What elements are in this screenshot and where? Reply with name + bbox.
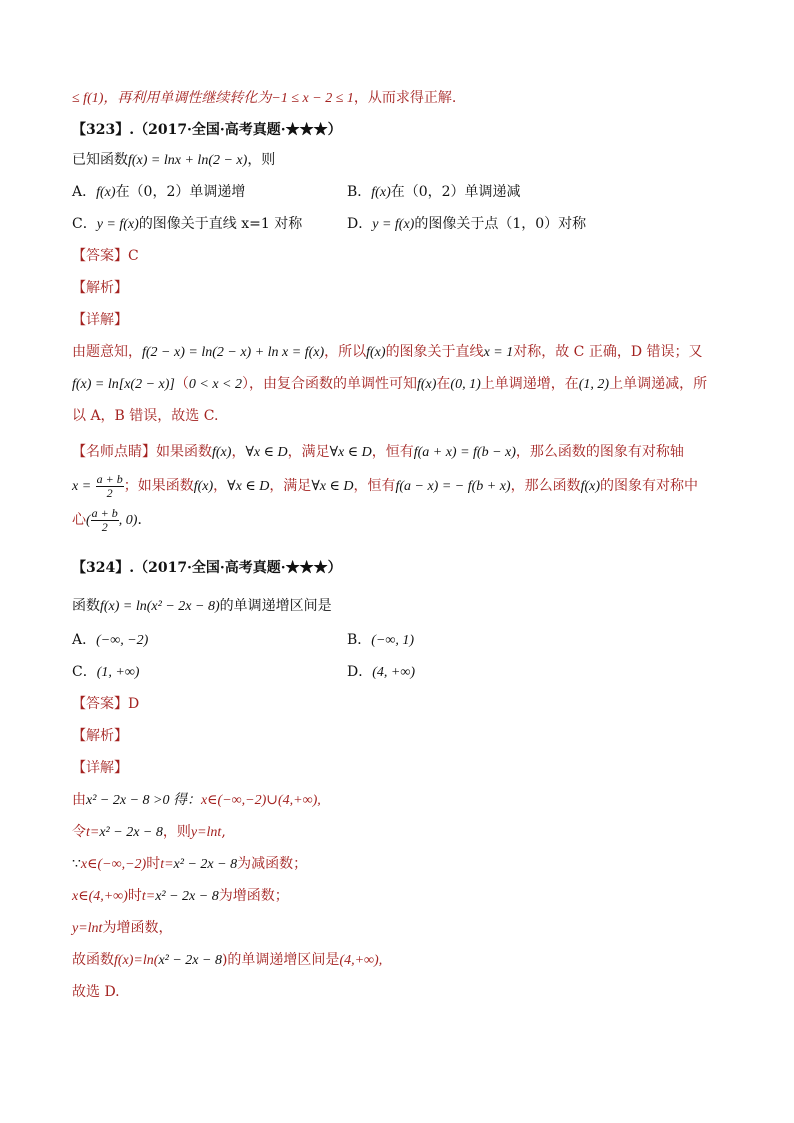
q324-option-b	[347, 630, 414, 651]
option-c-text: 的图像关于直线 x=1 对称	[138, 216, 303, 232]
option-a-label: A．	[72, 184, 97, 200]
step-math: y=lnt	[72, 921, 103, 936]
step-text: 为增函数；	[218, 888, 289, 904]
detail-math: (0, 1)	[450, 377, 481, 392]
tip-math: ∀x ∈ D	[311, 479, 354, 494]
option-c-math: (1, +∞)	[96, 665, 140, 680]
q323-detail-label: 【详解】	[72, 312, 128, 328]
option-c-label: C．	[72, 216, 97, 232]
step-math: x∈(−∞,−2)∪(4,+∞),	[200, 793, 321, 808]
step-text: 为增函数，	[102, 920, 173, 936]
detail-math: f(x) = ln[x(2 − x)]	[72, 377, 175, 392]
tip-math: ∀x ∈ D	[245, 445, 288, 460]
detail-text: ），由复合函数的单调性可知	[241, 376, 417, 392]
step-text: 时	[146, 856, 161, 872]
tip-math: f(x)	[193, 479, 214, 494]
q323-tip-line-1	[72, 442, 684, 463]
fraction-a-plus-b-over-2	[91, 507, 119, 534]
q323-detail-line-2	[72, 374, 707, 395]
tip-math: ∀x ∈ D	[227, 479, 270, 494]
tip-text: ，恒有	[353, 478, 396, 494]
q324-answer	[72, 694, 139, 714]
q323-answer	[72, 246, 139, 266]
q324-detail-label: 【详解】	[72, 760, 128, 776]
detail-text: 由题意知，	[72, 344, 142, 360]
step-math: x² − 2x − 8	[99, 825, 163, 840]
option-a-label: A．	[72, 632, 97, 648]
tip-text: ，那么函数	[510, 478, 581, 494]
tip-text: ，	[213, 478, 228, 494]
q324-stem-text: 函数	[72, 598, 100, 614]
tip-math: ∀x ∈ D	[329, 445, 372, 460]
q323-tip-line-2	[72, 472, 698, 501]
tip-math: f(x)	[580, 479, 601, 494]
step-math: t=	[86, 825, 100, 840]
tip-math: (	[86, 513, 91, 528]
q323-stem-text: 已知函数	[72, 152, 128, 168]
q324-step-3	[72, 854, 307, 875]
q324-step-7: 故选 D.	[72, 984, 120, 1000]
step-math: f(x)=ln(	[114, 953, 159, 968]
step-math: t=	[141, 889, 156, 904]
step-math: x∈(−∞,−2)	[80, 857, 147, 872]
detail-math: f(x)	[416, 377, 437, 392]
q323-stem-tail: ，则	[247, 152, 276, 168]
q323-tip-line-3	[72, 506, 151, 535]
q323-stem-math: f(x) = lnx + ln(2 − x)	[128, 153, 248, 168]
option-a-math: (−∞, −2)	[96, 633, 149, 648]
tip-text: 心	[72, 512, 86, 528]
option-d-label: D．	[347, 664, 373, 680]
detail-text: 对称，故 C 正确，D 错误；又	[513, 344, 703, 360]
tip-text: ，	[231, 444, 246, 460]
continuation-math: −1 ≤ x − 2 ≤ 1	[271, 91, 354, 106]
q323-options-ab	[72, 182, 728, 203]
fraction-numerator: a + b	[96, 471, 123, 486]
tip-text: ；如果函数	[123, 478, 194, 494]
answer-value: D	[128, 696, 140, 712]
q323-option-b	[347, 182, 521, 203]
document-page	[72, 88, 728, 1000]
step-math: (4,+∞),	[339, 953, 383, 968]
q323-options-cd	[72, 214, 728, 235]
option-d-math: y = f(x)	[372, 217, 415, 232]
option-d-label: D．	[347, 216, 373, 232]
answer-label: 【答案】	[72, 248, 128, 264]
fraction-numerator: a + b	[91, 505, 118, 520]
step-text: )的单调递增区间是	[221, 952, 340, 968]
step-math: t=	[160, 857, 174, 872]
option-b-math: (−∞, 1)	[371, 633, 415, 648]
q323-header: 【323】.（2017·全国·高考真题·★★★）	[72, 122, 342, 138]
step-text: 为减函数；	[237, 856, 308, 872]
q324-stem-tail: 的单调递增区间是	[219, 598, 332, 614]
q323-option-c	[72, 216, 302, 232]
q323-detail-line-3: 以 A，B 错误，故选 C.	[72, 408, 219, 424]
q324-step-1	[72, 790, 321, 811]
step-math: y=lnt	[190, 825, 222, 840]
option-d-text: 的图像关于点（1，0）对称	[414, 216, 587, 232]
detail-text: 的图象关于直线	[385, 344, 484, 360]
continuation-suffix: ，从而求得正解.	[353, 90, 457, 106]
q323-option-a	[72, 184, 245, 200]
because-symbol: ∵	[72, 856, 81, 872]
fraction-denominator: 2	[106, 485, 113, 500]
step-math: x² − 2x − 8	[158, 953, 222, 968]
q324-header: 【324】.（2017·全国·高考真题·★★★）	[72, 560, 342, 576]
q324-stem	[72, 596, 332, 617]
detail-math: f(x)	[366, 345, 386, 360]
step-text: ,	[221, 824, 226, 840]
detail-math: x = 1	[483, 345, 514, 360]
option-c-math: y = f(x)	[96, 217, 139, 232]
detail-text: ，所以	[324, 344, 367, 360]
q324-options-ab	[72, 630, 728, 651]
option-b-label: B．	[347, 184, 372, 200]
answer-value: C	[128, 248, 139, 264]
step-text: 时	[127, 888, 142, 904]
q324-analysis-label: 【解析】	[72, 728, 128, 744]
detail-math: 0 < x < 2	[188, 377, 242, 392]
tip-text: 的图象有对称中	[600, 478, 699, 494]
q324-option-d	[347, 662, 415, 683]
tip-label: 【名师点睛】	[72, 444, 156, 460]
step-math: x∈(4,+∞)	[72, 889, 128, 904]
q324-step-2	[72, 822, 226, 843]
detail-text: （	[174, 376, 189, 392]
q324-step-4	[72, 886, 289, 907]
q323-analysis-label: 【解析】	[72, 280, 128, 296]
detail-text: 上单调递增，在	[480, 376, 579, 392]
option-b-text: 在（0，2）单调递减	[390, 184, 521, 200]
answer-label: 【答案】	[72, 696, 128, 712]
step-text: 故函数	[72, 952, 114, 968]
detail-math: (1, 2)	[578, 377, 610, 392]
option-c-label: C．	[72, 664, 97, 680]
q324-stem-math: f(x) = ln(x² − 2x − 8)	[100, 599, 220, 614]
q323-option-d	[347, 214, 586, 235]
q324-step-6	[72, 950, 382, 971]
tip-math: f(a − x) = − f(b + x)	[395, 479, 511, 494]
continuation-prefix: ≤ f(1)，再利用单调性继续转化为	[72, 91, 272, 106]
step-math: x² − 2x − 8	[155, 889, 219, 904]
tip-text: ，恒有	[371, 444, 414, 460]
tip-text: ．	[137, 512, 152, 528]
tip-math: f(a + x) = f(b − x)	[413, 445, 516, 460]
q324-step-5	[72, 918, 172, 939]
tip-math: , 0)	[118, 513, 138, 528]
continuation-line	[72, 88, 728, 109]
option-a-text: 在（0，2）单调递增	[115, 184, 246, 200]
detail-text: 在	[436, 376, 451, 392]
detail-math: f(2 − x) = ln(2 − x) + ln x = f(x)	[142, 345, 325, 360]
tip-text: 如果函数	[156, 444, 212, 460]
q323-detail-line-1	[72, 342, 703, 363]
q323-stem	[72, 150, 275, 171]
fraction-denominator: 2	[101, 519, 108, 534]
q324-option-a	[72, 632, 148, 648]
tip-math: x =	[72, 479, 92, 494]
step-text: 令	[72, 824, 86, 840]
step-math: x² − 2x − 8 >0 得：	[86, 793, 201, 808]
tip-text: ，那么函数的图象有对称轴	[515, 444, 684, 460]
detail-text: 上单调递减，所	[609, 376, 708, 392]
fraction-a-plus-b-over-2	[96, 473, 124, 500]
tip-text: ，满足	[269, 478, 312, 494]
option-d-math: (4, +∞)	[372, 665, 415, 680]
step-math: x² − 2x − 8	[173, 857, 238, 872]
option-b-label: B．	[347, 632, 372, 648]
step-text: ，则	[162, 824, 191, 840]
option-b-math: f(x)	[371, 185, 391, 200]
step-text: 由	[72, 792, 86, 808]
tip-math: f(x)	[212, 445, 232, 460]
tip-text: ，满足	[287, 444, 330, 460]
option-a-math: f(x)	[96, 185, 116, 200]
q324-option-c	[72, 664, 139, 680]
q324-options-cd	[72, 662, 728, 683]
